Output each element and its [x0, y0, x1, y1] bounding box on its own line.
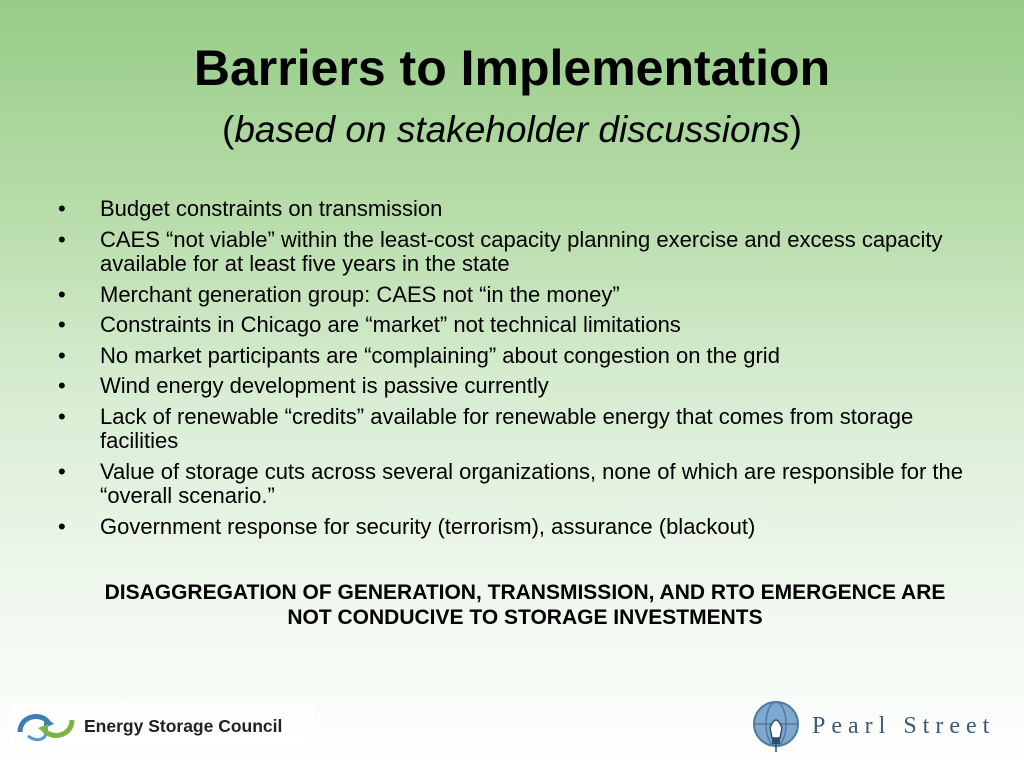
bullet-text: Lack of renewable “credits” available for renewable energy that comes from storage facilities: [100, 403, 914, 453]
bullet-text: CAES “not viable” within the least-cost capacity planning exercise and excess capacity available for at least five years in the state: [100, 226, 943, 276]
bullet-icon: •: [58, 342, 66, 368]
bullet-item: [58, 197, 978, 222]
energy-storage-council-logo: [10, 703, 315, 749]
bullet-text: Merchant generation group: CAES not “in the money”: [100, 281, 620, 307]
bullet-icon: •: [58, 312, 66, 337]
bullet-item: [58, 313, 978, 338]
bullet-item: [58, 460, 978, 509]
bullet-text: No market participants are “complaining” about congestion on the grid: [100, 342, 780, 368]
bullet-icon: •: [58, 373, 66, 398]
bullet-icon: •: [58, 403, 66, 429]
energy-storage-council-text: Energy Storage Council: [84, 715, 283, 736]
lightbulb-globe-icon: [750, 698, 802, 754]
bullet-icon: •: [58, 281, 66, 307]
bullet-text: Government response for security (terrorism), assurance (blackout): [100, 513, 756, 539]
bullet-item: [58, 515, 978, 540]
bullet-item: [58, 228, 978, 277]
bullet-text: Constraints in Chicago are “market” not technical limitations: [100, 312, 681, 337]
bullet-icon: •: [58, 458, 66, 484]
bullet-item: [58, 374, 978, 399]
bullet-item: [58, 344, 978, 369]
pearl-street-logo: [750, 696, 1020, 756]
pearl-street-text: Pearl Street: [812, 712, 996, 739]
bullet-item: [58, 283, 978, 308]
subtitle-close-paren: ): [789, 109, 802, 150]
bullet-icon: •: [58, 226, 66, 252]
slide-title: Barriers to Implementation: [193, 40, 831, 96]
bullet-icon: •: [58, 513, 66, 539]
subtitle-open-paren: (: [222, 109, 235, 150]
bullet-icon: •: [58, 196, 66, 221]
slide-subtitle: [0, 106, 1024, 154]
subtitle-text: based on stakeholder discussions: [234, 109, 790, 150]
bullet-item: [58, 405, 978, 454]
bullet-text: Wind energy development is passive currently: [100, 373, 549, 398]
bullet-list: [58, 197, 978, 545]
recycle-arrows-icon: [14, 706, 78, 746]
conclusion-statement: DISAGGREGATION OF GENERATION, TRANSMISSION, AND RTO EMERGENCE ARE NOT CONDUCIVE TO STORAGE INVESTMENTS: [104, 581, 946, 629]
bullet-text: Value of storage cuts across several organizations, none of which are responsible for the “overall scenario.”: [100, 458, 963, 508]
bullet-text: Budget constraints on transmission: [100, 196, 443, 221]
